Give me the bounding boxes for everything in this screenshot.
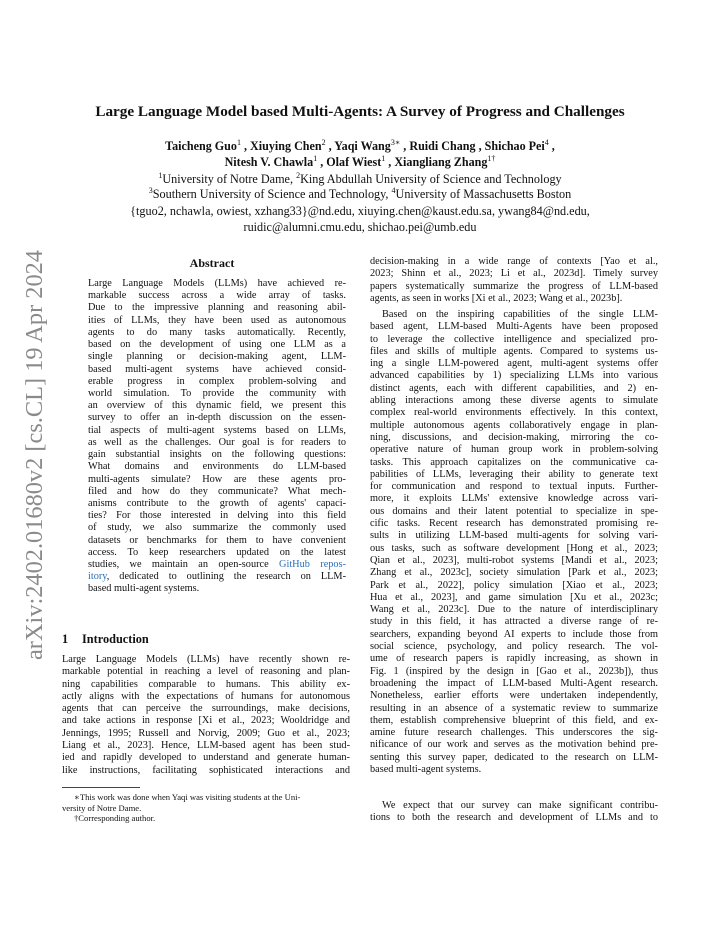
body-line: Qian et al., 2023], multi-robot systems [Mandi et al., 2023; bbox=[370, 554, 658, 566]
abstract-line: ities of LLMs, they have been used as autonomous bbox=[88, 314, 346, 326]
body-line: ing a single LLM-powered agent, multi-agent systems offer bbox=[370, 358, 658, 370]
abstract-line: filed and how do they communicate? What mech- bbox=[88, 485, 346, 497]
footnote-divider bbox=[62, 787, 140, 788]
body-line: amine future research challenges. This underscores the sig- bbox=[370, 727, 658, 739]
body-line: We expect that our survey can make significant contribu- bbox=[382, 800, 658, 811]
footnotes bbox=[62, 792, 350, 824]
body-line: actly aligns with the expectations of humans for autonomous bbox=[62, 690, 350, 702]
abstract-line: of study, we also summarize the commonly used bbox=[88, 522, 346, 534]
body-line: Liang et al., 2023]. Hence, LLM-based agent has been stud- bbox=[62, 740, 350, 752]
body-line: Wang et al., 2023c]. Due to the nature of interdisciplinary bbox=[370, 604, 658, 616]
right-column-paragraph-3 bbox=[370, 800, 658, 825]
body-line: files and skills of multiple agents. Compared to systems us- bbox=[370, 345, 658, 357]
author-sup: 1 bbox=[236, 138, 241, 147]
abstract-heading: Abstract bbox=[189, 256, 235, 270]
body-line: more, it exploits LLMs' extensive knowledge across vari- bbox=[370, 493, 658, 505]
email-line-2: ruidic@alumni.cmu.edu, shichao.pei@umb.edu bbox=[243, 220, 477, 234]
author-line-1: Taicheng Guo$^1$ , Xiuying Chen$^2$ , Yaqi Wang$^{3∗}$ , Ruidi Chang , Shichao Pei$^4$ , bbox=[165, 138, 555, 154]
body-line: Large Language Models (LLMs) have recently shown re- bbox=[62, 654, 350, 665]
body-line: Zhang et al., 2023c], society simulation [Park et al., 2023; bbox=[370, 567, 658, 579]
body-line: tasks. This approach capitalizes on the communicative ca- bbox=[370, 456, 658, 468]
author: Xiangliang Zhang bbox=[394, 155, 488, 170]
abstract-line: tial aspects of multi-agent systems based on LLMs, bbox=[88, 424, 346, 436]
body-line: Park et al., 2022], policy simulation [Xiao et al., 2023; bbox=[370, 579, 658, 591]
right-column-paragraph-1 bbox=[370, 256, 658, 305]
body-line: ied and rapidly developed to understand and generate human- bbox=[62, 752, 350, 764]
abstract-line: gain substantial insights on the following questions: bbox=[88, 449, 346, 461]
affiliation-line-2 bbox=[0, 183, 720, 202]
author-sup: 1 bbox=[381, 154, 386, 163]
body-line: Hua et al., 2023], and game simulation [Xu et al., 2023c; bbox=[370, 591, 658, 603]
body-line: resulting in an absence of a systematic review to summarize bbox=[370, 702, 658, 714]
intro-left-paragraph bbox=[62, 654, 350, 777]
body-line: Fig. 1 (inspired by the design in [Gao et al., 2023b]), thus bbox=[370, 665, 658, 677]
body-line: based agent, LLM-based Multi-Agents have been proposed bbox=[370, 321, 658, 333]
body-line: decision-making in a wide range of contexts [Yao et al., bbox=[370, 256, 658, 267]
author: Olaf Wiest bbox=[326, 155, 382, 170]
footnote-line: versity of Notre Dame. bbox=[62, 802, 142, 813]
body-line: senting this survey paper, dedicated to the research on LLM- bbox=[370, 751, 658, 763]
author: Taicheng Guo bbox=[165, 139, 237, 154]
author-sup: 4 bbox=[544, 138, 549, 147]
paper-title: Large Language Model based Multi-Agents: A Survey of Progress and Challenges bbox=[95, 103, 625, 120]
body-line: for communication and respond to textual inputs. Further- bbox=[370, 481, 658, 493]
affiliation: Southern University of Science and Technology, bbox=[152, 187, 392, 202]
body-line: pabilities of LLMs, leveraging their ability to generate text bbox=[370, 468, 658, 480]
author: Nitesh V. Chawla bbox=[224, 155, 314, 170]
author: Ruidi Chang bbox=[409, 139, 476, 154]
body-line: agents, as seen in works [Xi et al., 2023; Wang et al., 2023b]. bbox=[370, 292, 623, 304]
footnote-line: ∗This work was done when Yaqi was visiting students at the Uni- bbox=[74, 792, 301, 802]
body-line: social science, psychology, and policy research. The vol- bbox=[370, 641, 658, 653]
arxiv-side-stamp bbox=[12, 250, 52, 660]
arxiv-stamp-text: arXiv:2402.01680v2 [cs.CL] 19 Apr 2024 bbox=[22, 256, 48, 660]
body-line: sults in utilizing LLM-based multi-agents for solving vari- bbox=[370, 530, 658, 542]
body-line: searchers, expanding beyond AI experts to include those from bbox=[370, 628, 658, 640]
right-column-paragraph-2 bbox=[370, 309, 658, 776]
abstract-line: world simulation. To provide the community with bbox=[88, 387, 346, 399]
author-sup: 3∗ bbox=[390, 138, 401, 147]
affiliation: University of Massachusetts Boston bbox=[395, 187, 572, 202]
body-line: broadening the impact of LLM-based Multi-Agent research. bbox=[370, 677, 658, 689]
body-line: complex real-world environments effectively. In this context, bbox=[370, 407, 658, 419]
body-line: Nonetheless, earlier efforts were undertaken independently, bbox=[370, 690, 658, 702]
body-line: papers systematically summarize the progress of LLM-based bbox=[370, 280, 658, 292]
abstract-line: Large Language Models (LLMs) have achieved re- bbox=[88, 278, 346, 289]
body-line: tions to both the research and development of LLMs and to bbox=[370, 812, 658, 824]
abstract-line: based multi-agent systems. bbox=[88, 583, 200, 595]
aff-sup: 3 bbox=[148, 186, 153, 195]
abstract-line-with-link bbox=[88, 571, 346, 583]
section-heading-introduction bbox=[62, 632, 149, 647]
abstract-line-with-link bbox=[88, 559, 346, 571]
author-sup: 2 bbox=[321, 138, 326, 147]
aff-sup: 2 bbox=[296, 171, 301, 180]
body-line: nificance of our work and serves as the motivation behind pre- bbox=[370, 739, 658, 751]
footnote-line: †Corresponding author. bbox=[74, 813, 156, 824]
abstract-line: markable success across a wide array of tasks. bbox=[88, 290, 346, 302]
aff-sup: 1 bbox=[158, 171, 163, 180]
author-line-2: Nitesh V. Chawla$^1$ , Olaf Wiest$^1$ , Xiangliang Zhang$^{1\dagger}$ bbox=[224, 154, 496, 170]
github-repository-link-continued[interactable]: itory bbox=[88, 571, 107, 583]
author: Yaqi Wang bbox=[334, 139, 391, 154]
arxiv-stamp-svg bbox=[12, 250, 52, 660]
abstract-line: as well as the challenges. Our goal is for readers to bbox=[88, 436, 346, 448]
abstract-text: studies, we maintain an open-source bbox=[88, 559, 280, 571]
body-line: Jennings, 1995; Russell and Norvig, 2009; Guo et al., 2023; bbox=[62, 727, 350, 739]
abstract-body bbox=[88, 278, 346, 596]
email-line-1: {tguo2, nchawla, owiest, xzhang33}@nd.edu, xiuying.chen@kaust.edu.sa, ywang84@nd.edu, bbox=[130, 204, 590, 218]
github-repository-link[interactable]: GitHub repos- bbox=[279, 559, 346, 571]
abstract-line: erable progress in complex problem-solving and bbox=[88, 375, 346, 387]
body-line: distinct agents, each with different capabilities, and 2) en- bbox=[370, 382, 658, 394]
abstract-text: , dedicated to outlining the research on LLM- bbox=[106, 571, 346, 583]
affiliation: King Abdullah University of Science and Technology bbox=[300, 172, 562, 187]
abstract-line: datasets or benchmarks for them to have convenient bbox=[88, 534, 346, 546]
section-title: Introduction bbox=[82, 632, 149, 646]
abstract-line: survey to offer an in-depth discussion on the essen- bbox=[88, 412, 346, 424]
affiliation: University of Notre Dame, bbox=[162, 172, 297, 187]
body-line: and take actions in response [Xi et al., 2023; Wooldridge and bbox=[62, 715, 350, 727]
abstract-line: based on the development of using one LLM as a bbox=[88, 339, 346, 351]
aff-sup: 4 bbox=[391, 186, 396, 195]
body-line: advanced capabilities by 1) specializing LLMs into various bbox=[370, 370, 658, 382]
body-line: Based on the inspiring capabilities of the single LLM- bbox=[382, 309, 658, 320]
body-line: operative nature of human group work in problem-solving bbox=[370, 444, 658, 456]
abstract-line: ties? For those interested in delving into this field bbox=[88, 510, 346, 522]
abstract-line: an overview of this dynamic field, we present this bbox=[88, 400, 346, 412]
body-line: 2023; Shinn et al., 2023; Li et al., 2023d]. Timely survey bbox=[370, 268, 658, 280]
body-line: agents that can perceive the surroundings, make decisions, bbox=[62, 703, 350, 715]
abstract-line: multi-agents simulate? How are these agents pro- bbox=[88, 473, 346, 485]
abstract-line: agents to do many tasks automatically. Recently, bbox=[88, 326, 346, 338]
abstract-line: single planning or decision-making agent, LLM- bbox=[88, 351, 346, 363]
body-line: ume of research papers is rapidly increasing, as shown in bbox=[370, 653, 658, 665]
body-line: abling interactions among these diverse agents to simulate bbox=[370, 395, 658, 407]
body-line: ning capabilities comparable to humans. This ability ex- bbox=[62, 678, 350, 690]
abstract-line: access. To keep researchers updated on the latest bbox=[88, 546, 346, 558]
abstract-line: based multi-agent systems have achieved consid- bbox=[88, 363, 346, 375]
section-number: 1 bbox=[62, 632, 69, 646]
body-line: based multi-agent systems. bbox=[370, 763, 482, 775]
body-line: ous tasks, such as software development [Hong et al., 2023; bbox=[370, 542, 658, 554]
body-line: them, establish comprehensive blueprint of this field, and ex- bbox=[370, 714, 658, 726]
author: Xiuying Chen bbox=[250, 139, 322, 154]
abstract-line: Due to the impressive planning and reasoning abil- bbox=[88, 302, 346, 314]
body-line: like instructions, facilitating sophisticated interactions and bbox=[62, 764, 350, 776]
body-line: study in this field, it has attracted a diverse range of re- bbox=[370, 616, 658, 628]
author-sup: 1† bbox=[487, 154, 496, 163]
body-line: ous domains and their latent potential to specialize in spe- bbox=[370, 505, 658, 517]
body-line: ning, discussions, and decision-making, mirroring the co- bbox=[370, 431, 658, 443]
body-line: multiple autonomous agents collaboratively engage in plan- bbox=[370, 419, 658, 431]
body-line: markable potential in reaching a level of reasoning and plan- bbox=[62, 666, 350, 678]
author: Shichao Pei bbox=[484, 139, 545, 154]
author-sup: 1 bbox=[313, 154, 318, 163]
abstract-line: What domains and environments do LLM-based bbox=[88, 461, 346, 473]
body-line: cific tasks. Recent research has demonstrated promising re- bbox=[370, 518, 658, 530]
body-line: to leverage the collective intelligence and specialized pro- bbox=[370, 333, 658, 345]
abstract-line: anisms contribute to the growth of agents' capaci- bbox=[88, 497, 346, 509]
